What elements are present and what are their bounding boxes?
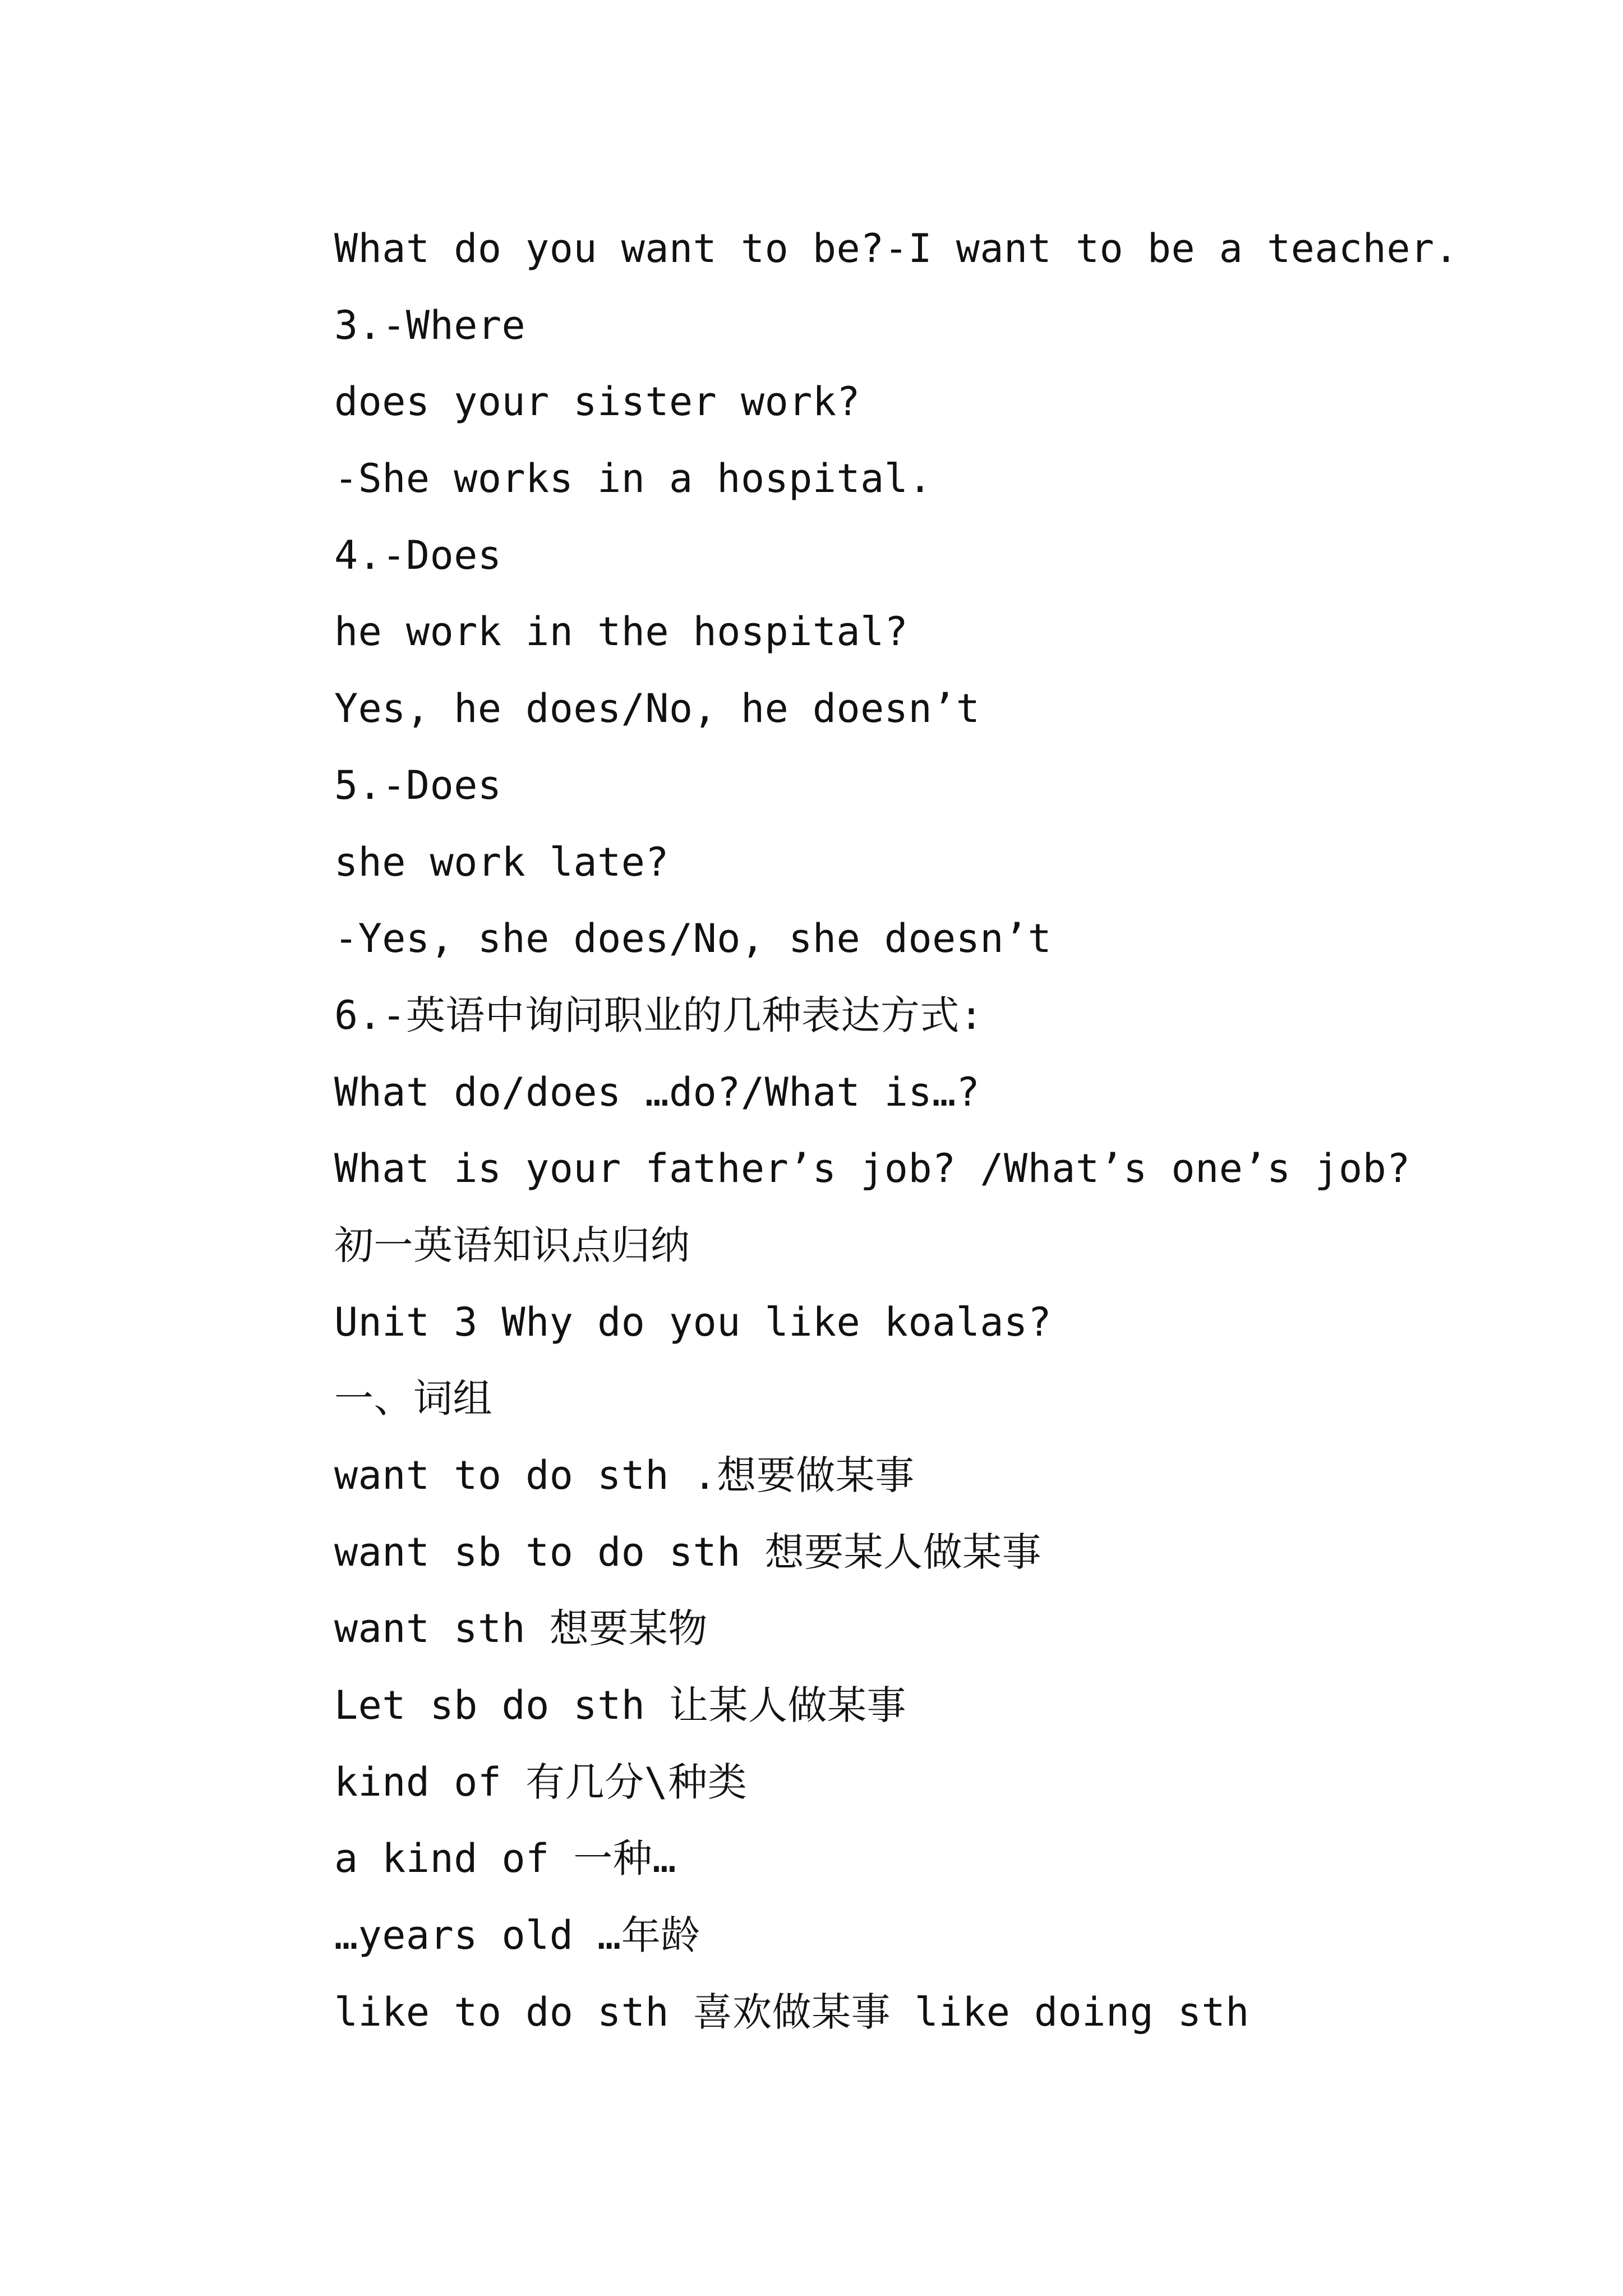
phrase-item: want sth 想要某物 xyxy=(334,1605,708,1652)
phrase-item: like to do sth 喜欢做某事 like doing sth xyxy=(334,1989,1249,2035)
phrase-item: Let sb do sth 让某人做某事 xyxy=(334,1682,907,1729)
text-line: -She works in a hospital. xyxy=(334,455,933,502)
text-line: 3.-Where xyxy=(334,302,526,348)
text-line: Yes, he does/No, he doesn’t xyxy=(334,685,980,732)
text-line: she work late? xyxy=(334,839,670,885)
section-heading: 一、词组 xyxy=(334,1375,492,1422)
text-line: 4.-Does xyxy=(334,532,502,578)
text-line: What is your father’s job? /What’s one’s job? xyxy=(334,1145,1410,1192)
text-line: he work in the hospital? xyxy=(334,609,909,655)
section-heading: 6.-英语中询问职业的几种表达方式: xyxy=(334,992,984,1038)
phrase-item: …years old …年龄 xyxy=(334,1912,700,1959)
unit-title: Unit 3 Why do you like koalas? xyxy=(334,1299,1052,1345)
text-line: What do you want to be?-I want to be a teacher. xyxy=(334,226,1459,272)
document-body xyxy=(334,210,1568,2051)
text-line: does your sister work? xyxy=(334,379,861,425)
text-line: What do/does …do?/What is…? xyxy=(334,1069,980,1115)
phrase-item: a kind of 一种… xyxy=(334,1835,677,1882)
phrase-item: kind of 有几分\种类 xyxy=(334,1759,748,1805)
phrase-item: want sb to do sth 想要某人做某事 xyxy=(334,1529,1042,1575)
phrase-item: want to do sth .想要做某事 xyxy=(334,1452,915,1498)
text-line: -Yes, she does/No, she doesn’t xyxy=(334,915,1052,962)
text-line: 5.-Does xyxy=(334,762,502,808)
document-title: 初一英语知识点归纳 xyxy=(334,1222,690,1268)
